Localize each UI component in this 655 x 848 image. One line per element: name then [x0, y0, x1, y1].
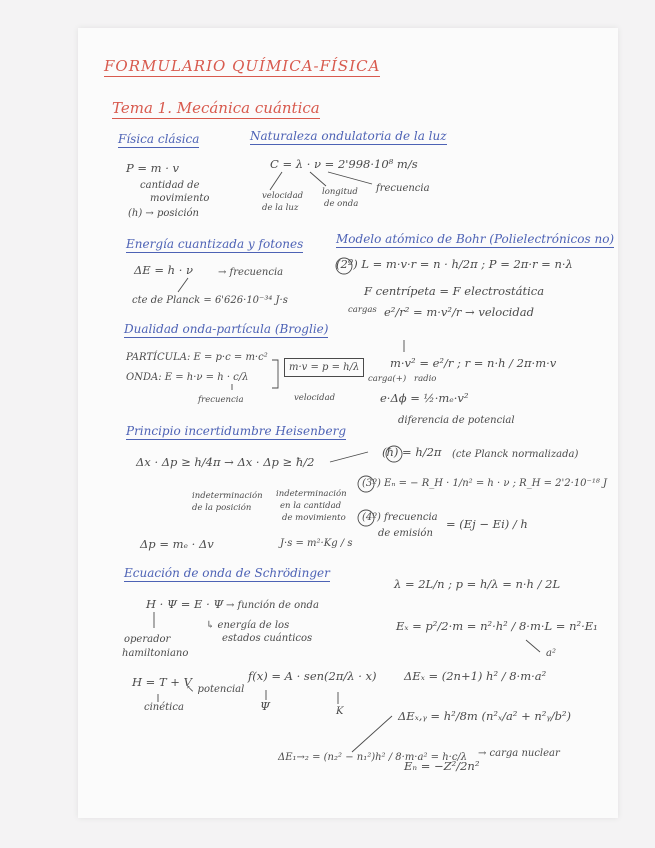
note: estados cuánticos [222, 633, 313, 644]
note: de la posición [192, 503, 252, 513]
note: diferencia de potencial [398, 415, 515, 426]
planck-constant: cte de Planck = 6'626·10⁻³⁴ J·s [132, 295, 288, 306]
note: longitud [322, 187, 358, 197]
note: de emisión [378, 528, 433, 539]
note: → función de onda [226, 600, 319, 611]
fisica-clasica-heading: Física clásica [118, 133, 199, 148]
bohr-formula: e·Δϕ = ½·mₑ·v² [380, 391, 469, 405]
page-title: FORMULARIO QUÍMICA-FÍSICA [104, 57, 381, 75]
note: ↳ energía de los [206, 620, 290, 631]
particle-formula: PARTÍCULA: E = p·c = m·c² [126, 352, 268, 363]
note: hamiltoniano [122, 648, 189, 659]
note: → frecuencia [218, 267, 284, 278]
delta-exy-formula: ΔEₓ,ᵧ = h²/8m (n²ₓ/a² + n²ᵧ/b²) [398, 709, 572, 723]
note: indeterminación [276, 489, 347, 499]
note: frecuencia [198, 395, 244, 405]
schrodinger-formula: H · Ψ = E · Ψ [146, 597, 224, 611]
wave-formula: ONDA: E = h·ν = h · c/λ [126, 372, 249, 383]
energia-heading: Energía cuantizada y fotones [126, 238, 303, 253]
note: indeterminación [192, 491, 263, 501]
dualidad-heading: Dualidad onda-partícula (Broglie) [124, 323, 328, 338]
light-speed-formula: C = λ · ν = 2'998·10⁸ m/s [270, 157, 418, 171]
delta-ex-formula: ΔEₓ = (2n+1) h² / 8·m·a² [404, 669, 547, 683]
emission-formula: = (Ej − Ei) / h [446, 517, 528, 531]
kinetic-energy-formula: Eₓ = p²/2·m = n²·h² / 8·m·L = n²·E₁ [396, 619, 598, 633]
note: ↖ potencial [186, 684, 245, 695]
hydrogenoid-formula: Eₙ = −Z²/2n² [404, 759, 480, 773]
schrodinger-heading: Ecuación de onda de Schrödinger [124, 567, 330, 582]
note: cantidad de [140, 180, 200, 191]
bohr-formula: F centrípeta = F electrostática [364, 284, 545, 298]
note: en la cantidad [280, 501, 342, 511]
bohr-formula: m·v² = e²/r ; r = n·h / 2π·m·v [390, 356, 557, 370]
note: cinética [144, 702, 184, 713]
note: (cte Planck normalizada) [452, 449, 579, 460]
note: velocidad [262, 191, 304, 201]
heisenberg-heading: Principio incertidumbre Heisenberg [126, 425, 346, 440]
note: → carga nuclear [478, 748, 560, 759]
note: de onda [324, 199, 359, 209]
note: carga(+) [368, 374, 407, 384]
photon-energy-formula: ΔE = h · ν [134, 263, 194, 277]
units-formula: J·s = m²·Kg / s [280, 538, 353, 549]
note: movimiento [150, 193, 210, 204]
wavefunction-formula: f(x) = A · sen(2π/λ · x) [248, 669, 377, 683]
section-title: Tema 1. Mecánica cuántica [112, 99, 320, 117]
note: (h) → posición [128, 208, 199, 219]
note: (4º) frecuencia [362, 512, 438, 523]
dp-formula: Δp = mₑ · Δv [140, 537, 214, 551]
hamiltonian-formula: H = T + V [132, 675, 192, 689]
wavelength-formula: λ = 2L/n ; p = h/λ = n·h / 2L [394, 577, 561, 591]
note: a² [546, 648, 556, 659]
transition-formula: ΔE₁→₂ = (n₂² − n₁²)h² / 8·m·a² = h·c/λ [278, 752, 468, 763]
momentum-formula: P = m · v [126, 161, 180, 175]
hbar-formula: (ħ) = h/2π [382, 445, 442, 459]
bohr-formula: (2º) L = m·v·r = n · h/2π ; P = 2π·r = n·λ [336, 257, 573, 271]
note: cargas [348, 305, 377, 315]
naturaleza-heading: Naturaleza ondulatoria de la luz [250, 130, 447, 145]
note: frecuencia [376, 183, 430, 194]
de-broglie-box: m·v = p = h/λ [284, 358, 364, 377]
note: operador [124, 634, 171, 645]
note: de movimiento [282, 513, 346, 523]
bohr-energy-formula: (3º) Eₙ = − R_H · 1/n² = h · ν ; R_H = 2'2·10⁻¹⁸ J [362, 478, 608, 489]
note: de la luz [262, 203, 299, 213]
bohr-formula: e²/r² = m·v²/r → velocidad [384, 305, 534, 319]
note: Ψ [260, 699, 271, 713]
note: K [336, 706, 344, 717]
bohr-heading: Modelo atómico de Bohr (Polielectrónicos no) [336, 233, 614, 248]
heisenberg-formula: Δx · Δp ≥ h/4π → Δx · Δp ≥ ħ/2 [136, 455, 315, 469]
note: radio [414, 374, 437, 384]
note: velocidad [294, 393, 336, 403]
